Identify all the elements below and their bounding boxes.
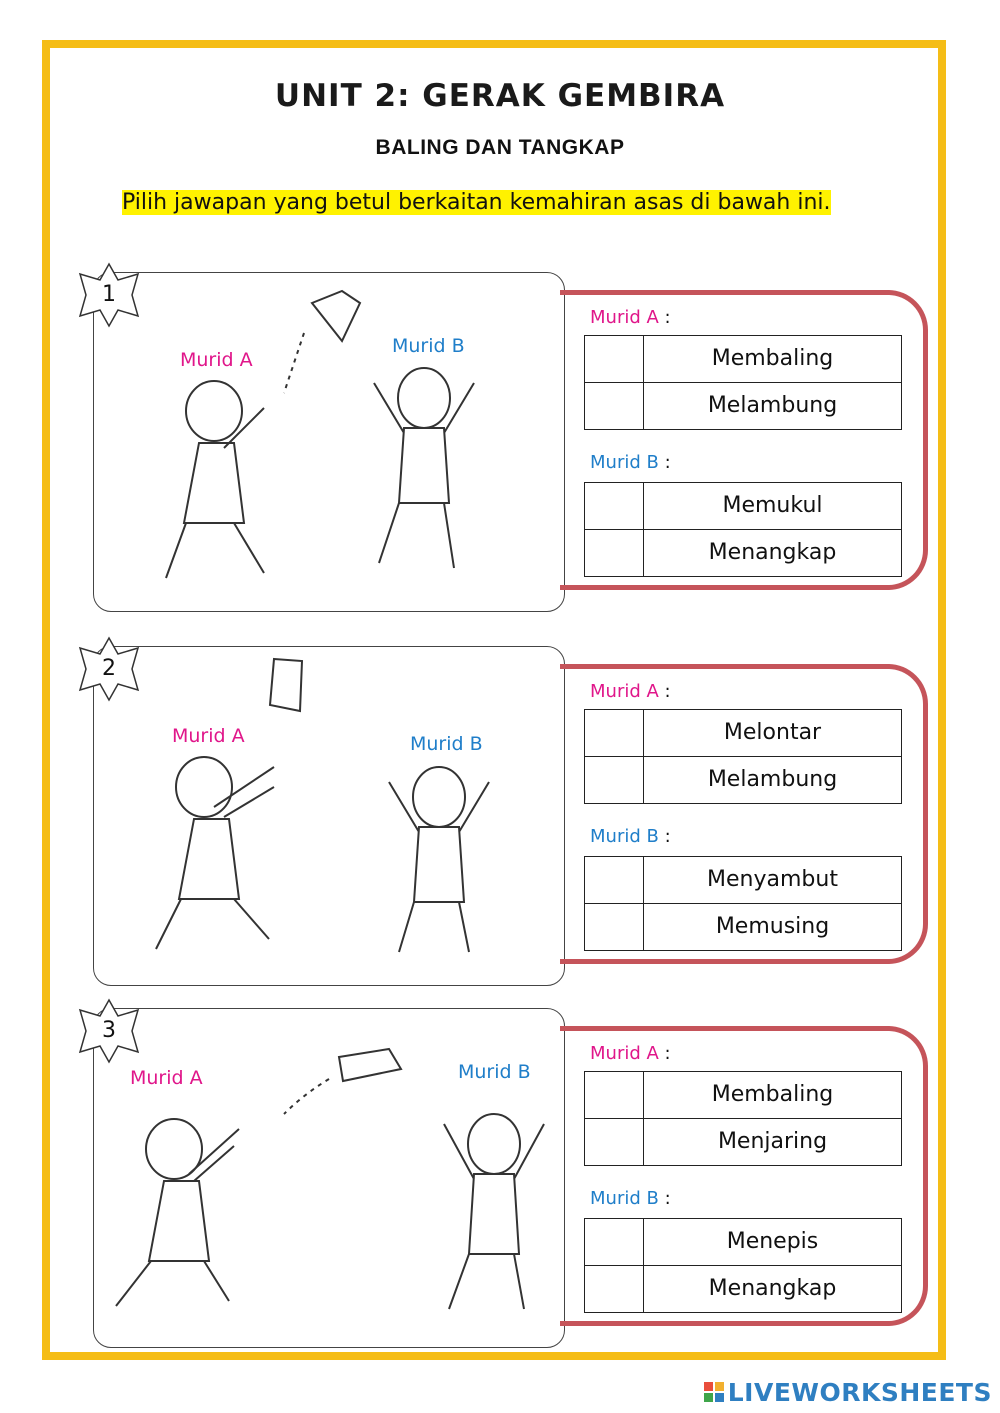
choice-row[interactable]: [585, 903, 901, 950]
murid-a-answer-label: Murid A :: [590, 681, 671, 702]
picture-label-murid-b: Murid B: [392, 335, 465, 357]
picture-label-murid-b: Murid B: [410, 733, 483, 755]
child-a-head: [186, 381, 242, 441]
choice-text: Menyambut: [707, 867, 838, 892]
question-3: [70, 998, 940, 1343]
choice-text: Menjaring: [717, 1129, 828, 1154]
question-2: [70, 636, 940, 981]
murid-b-answer-label: Murid B :: [590, 826, 671, 847]
choice-row[interactable]: [585, 857, 901, 903]
answer-checkbox[interactable]: [585, 530, 644, 576]
choice-row[interactable]: [585, 382, 901, 429]
answer-checkbox[interactable]: [585, 1266, 644, 1312]
instruction: [122, 184, 878, 222]
question-number: 1: [102, 282, 116, 307]
choice-row[interactable]: [585, 336, 901, 382]
choice-row[interactable]: [585, 483, 901, 529]
choice-text: Melambung: [707, 393, 838, 418]
question-number-badge: [70, 636, 148, 702]
children-throwing-illustration: [94, 647, 564, 985]
choice-text: Menepis: [726, 1229, 819, 1254]
answer-checkbox[interactable]: [585, 383, 644, 429]
choice-row[interactable]: [585, 1219, 901, 1265]
answer-checkbox[interactable]: [585, 904, 644, 950]
liveworksheets-logo: [704, 1379, 992, 1405]
answer-panel: [560, 1026, 928, 1326]
murid-a-choices: [584, 1071, 902, 1166]
instruction-text: Pilih jawapan yang betul berkaitan kemahiran asas di bawah ini.: [122, 190, 831, 215]
answer-checkbox[interactable]: [585, 1119, 644, 1165]
page-title: UNIT 2: GERAK GEMBIRA: [274, 78, 726, 114]
picture-label-murid-a: Murid A: [172, 725, 245, 747]
murid-a-choices: [584, 709, 902, 804]
children-throwing-illustration: [94, 273, 564, 611]
picture-label-murid-b: Murid B: [458, 1061, 531, 1083]
murid-a-choices: [584, 335, 902, 430]
question-1: [70, 262, 940, 607]
page-subtitle: BALING DAN TANGKAP: [375, 136, 625, 159]
question-1-picture: [93, 272, 565, 612]
choice-row[interactable]: [585, 1265, 901, 1312]
choice-text: Memukul: [722, 493, 823, 518]
question-number: 3: [102, 1018, 116, 1043]
answer-checkbox[interactable]: [585, 710, 644, 756]
question-3-picture: [93, 1008, 565, 1348]
choice-row[interactable]: [585, 756, 901, 803]
choice-text: Membaling: [711, 346, 834, 371]
answer-checkbox[interactable]: [585, 1219, 644, 1265]
murid-a-answer-label: Murid A :: [590, 1043, 671, 1064]
murid-a-answer-label: Murid A :: [590, 307, 671, 328]
choice-text: Melambung: [707, 767, 838, 792]
answer-panel: [560, 664, 928, 964]
choice-text: Menangkap: [708, 540, 837, 565]
murid-b-choices: [584, 856, 902, 951]
question-number: 2: [102, 656, 116, 681]
bean-bag-icon: [270, 659, 302, 711]
logo-text: LIVEWORKSHEETS: [727, 1377, 992, 1407]
murid-b-answer-label: Murid B :: [590, 1188, 671, 1209]
question-number-badge: [70, 262, 148, 328]
murid-b-choices: [584, 1218, 902, 1313]
children-throwing-illustration: [94, 1009, 564, 1347]
picture-label-murid-a: Murid A: [180, 349, 253, 371]
answer-panel: [560, 290, 928, 590]
murid-b-choices: [584, 482, 902, 577]
choice-text: Membaling: [711, 1082, 834, 1107]
murid-b-answer-label: Murid B :: [590, 452, 671, 473]
question-2-picture: [93, 646, 565, 986]
choice-row[interactable]: [585, 710, 901, 756]
child-b-head: [398, 368, 450, 428]
answer-checkbox[interactable]: [585, 483, 644, 529]
bean-bag-icon: [339, 1049, 401, 1081]
choice-text: Menangkap: [708, 1276, 837, 1301]
logo-mark-icon: [704, 1382, 724, 1402]
choice-text: Melontar: [723, 720, 822, 745]
choice-text: Memusing: [715, 914, 830, 939]
answer-checkbox[interactable]: [585, 757, 644, 803]
picture-label-murid-a: Murid A: [130, 1067, 203, 1089]
choice-row[interactable]: [585, 1118, 901, 1165]
bean-bag-icon: [312, 291, 360, 341]
answer-checkbox[interactable]: [585, 336, 644, 382]
choice-row[interactable]: [585, 529, 901, 576]
choice-row[interactable]: [585, 1072, 901, 1118]
answer-checkbox[interactable]: [585, 1072, 644, 1118]
answer-checkbox[interactable]: [585, 857, 644, 903]
question-number-badge: [70, 998, 148, 1064]
